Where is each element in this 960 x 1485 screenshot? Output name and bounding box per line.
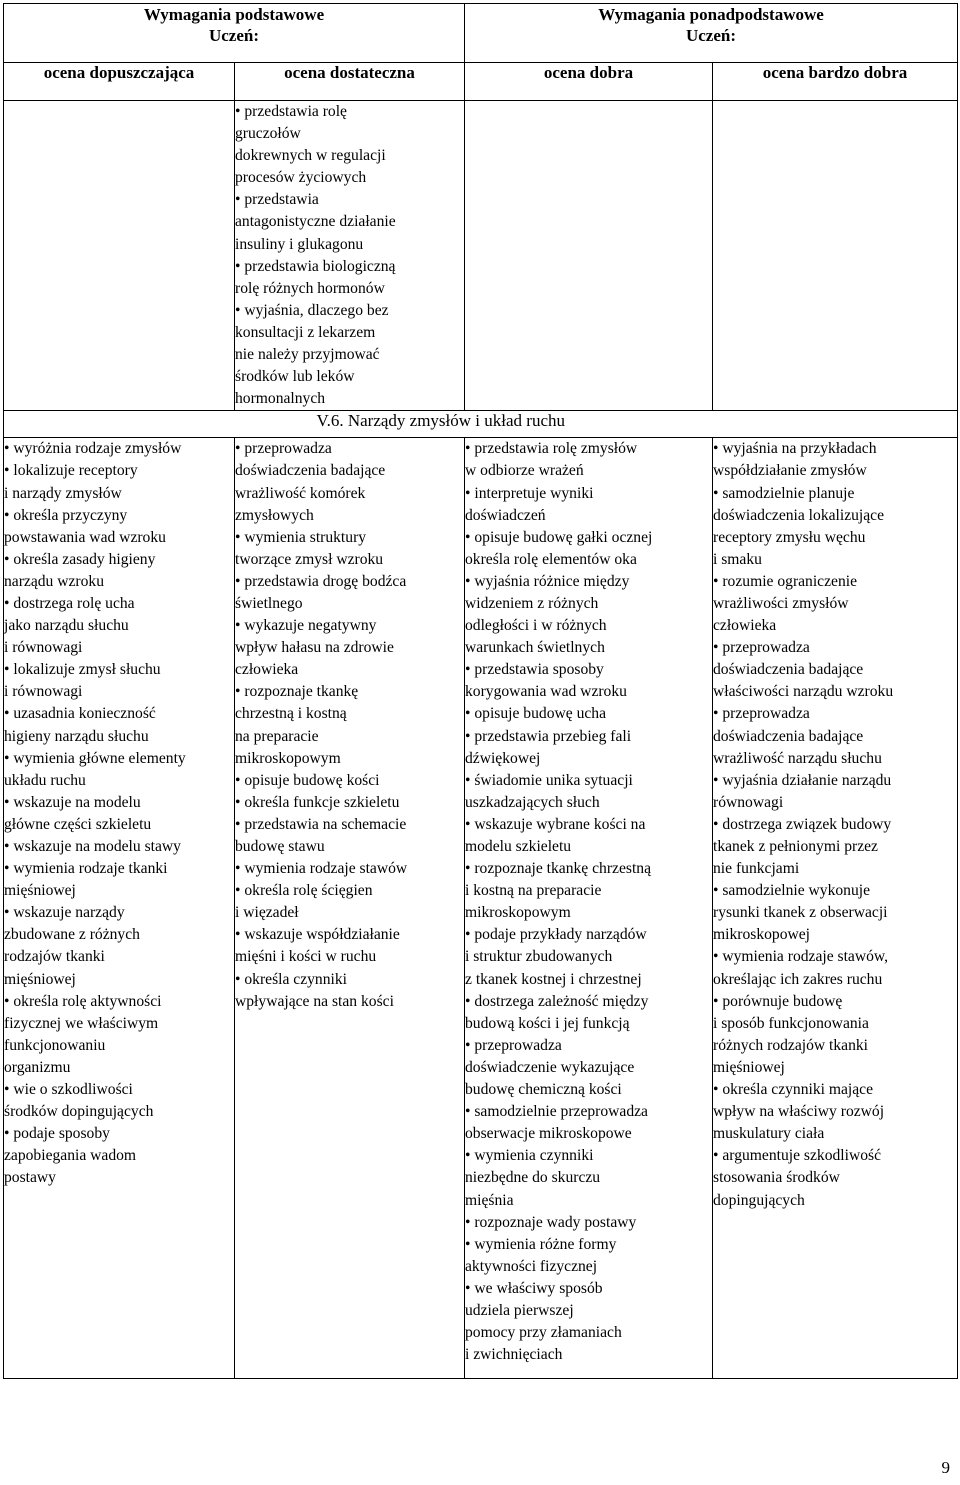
requirement-line: określając ich zakres ruchu <box>713 970 883 988</box>
requirement-line: • samodzielnie wykonuje <box>713 882 871 900</box>
senses-col4 <box>713 438 958 1379</box>
page-number: 9 <box>941 1458 950 1477</box>
requirement-line: • wyróżnia rodzaje zmysłów <box>4 440 182 458</box>
hormones-col4 <box>713 101 958 411</box>
requirement-line: udziela pierwszej <box>465 1301 574 1319</box>
requirement-line: postawy <box>4 1169 56 1187</box>
requirement-line: • przedstawia <box>235 191 319 209</box>
requirement-line: odległości i w różnych <box>465 617 607 635</box>
requirement-line: powstawania wad wzroku <box>4 528 166 546</box>
basic-requirements-header <box>4 4 465 63</box>
requirement-line: • określa rolę ścięgien <box>235 882 373 900</box>
requirement-line: środków dopingujących <box>4 1103 154 1121</box>
requirement-line: • wie o szkodliwości <box>4 1081 133 1099</box>
section-title-left-blank <box>4 411 235 438</box>
requirement-line: i smaku <box>713 550 762 568</box>
requirement-line: mikroskopowym <box>465 904 571 922</box>
requirement-line: • przedstawia drogę bodźca <box>235 572 407 590</box>
requirement-line: • opisuje budowę gałki ocznej <box>465 528 653 546</box>
advanced-requirements-title: Wymagania ponadpodstawowe <box>598 5 824 24</box>
requirement-line: rolę różnych hormonów <box>235 279 385 297</box>
header-row <box>4 4 958 63</box>
requirement-line: • we właściwy sposób <box>465 1279 603 1297</box>
requirement-line: zmysłowych <box>235 506 314 524</box>
requirement-line: • samodzielnie planuje <box>713 484 855 502</box>
requirement-line: z tkanek kostnej i chrzestnej <box>465 970 642 988</box>
requirement-line: zbudowane z różnych <box>4 926 140 944</box>
advanced-requirements-header <box>465 4 958 63</box>
hormones-col1 <box>4 101 235 411</box>
requirement-line: • argumentuje szkodliwość <box>713 1147 882 1165</box>
grade-levels-row <box>4 63 958 101</box>
requirement-line: • przeprowadza <box>465 1036 562 1054</box>
requirement-line: widzeniem z różnych <box>465 594 599 612</box>
requirement-line: wpływ hałasu na zdrowie <box>235 639 394 657</box>
requirement-line: • określa czynniki <box>235 970 347 988</box>
senses-col3 <box>465 438 713 1379</box>
requirement-line: • wymienia struktury <box>235 528 367 546</box>
requirement-line: • wykazuje negatywny <box>235 617 377 635</box>
advanced-requirements-sub: Uczeń: <box>685 26 737 45</box>
requirement-line: dopingujących <box>713 1191 805 1209</box>
requirement-line: • wymienia różne formy <box>465 1235 617 1253</box>
requirement-line: korygowania wad wzroku <box>465 683 627 701</box>
requirement-line: nie należy przyjmować <box>235 346 380 364</box>
requirement-line: jako narządu słuchu <box>4 617 129 635</box>
requirement-line: hormonalnych <box>235 390 326 408</box>
requirement-line: • wskazuje na modelu stawy <box>4 838 181 855</box>
basic-requirements-title: Wymagania podstawowe <box>143 5 325 24</box>
requirements-table <box>3 3 958 1379</box>
requirement-line: • rozpoznaje tkankę <box>235 683 359 701</box>
requirement-line: • przedstawia przebieg fali <box>465 727 632 745</box>
requirement-line: tworzące zmysł wzroku <box>235 550 384 568</box>
requirement-line: doświadczenia badające <box>713 727 864 745</box>
requirement-line: doświadczenia badające <box>235 462 386 480</box>
requirement-line: wrażliwości zmysłów <box>713 594 849 612</box>
senses-col1 <box>4 438 235 1379</box>
requirement-line: • podaje sposoby <box>4 1125 110 1143</box>
grade-level-header: ocena dopuszczająca <box>4 63 235 101</box>
requirement-line: funkcjonowaniu <box>4 1036 106 1054</box>
requirement-line: w odbiorze wrażeń <box>465 462 584 480</box>
requirement-line: • określa zasady higieny <box>4 550 156 568</box>
requirement-line: doświadczenie wykazujące <box>465 1058 635 1076</box>
requirement-line: tkanek z pełnionymi przez <box>713 838 878 855</box>
requirement-line: • określa funkcje szkieletu <box>235 793 400 811</box>
grade-level-header: ocena dobra <box>465 63 713 101</box>
requirement-line: • przeprowadza <box>713 705 810 723</box>
requirement-line: świetlnego <box>235 594 303 612</box>
requirement-line: • wyjaśnia działanie narządu <box>713 771 892 789</box>
requirement-line: gruczołów <box>235 125 301 143</box>
requirement-line: • przedstawia biologiczną <box>235 257 396 275</box>
requirement-line: i sposób funkcjonowania <box>713 1014 869 1032</box>
requirement-line: procesów życiowych <box>235 169 367 187</box>
requirement-line: mięśnia <box>465 1191 514 1209</box>
senses-row <box>4 438 958 1379</box>
requirement-line: • przeprowadza <box>235 440 332 458</box>
requirement-line: modelu szkieletu <box>465 838 572 855</box>
requirement-line: • dostrzega związek budowy <box>713 815 892 833</box>
requirement-line: • opisuje budowę ucha <box>465 705 607 723</box>
requirement-line: i więzadeł <box>235 904 299 922</box>
requirement-line: budowę stawu <box>235 838 325 855</box>
requirement-line: konsultacji z lekarzem <box>235 323 376 341</box>
requirement-line: • wskazuje współdziałanie <box>235 926 400 944</box>
requirement-line: • wymienia główne elementy <box>4 749 186 767</box>
requirement-line: stosowania środków <box>713 1169 840 1187</box>
requirement-line: higieny narządu słuchu <box>4 727 149 745</box>
requirement-line: wpływające na stan kości <box>235 992 394 1010</box>
requirement-line: muskulatury ciała <box>713 1125 825 1143</box>
requirement-line: na preparacie <box>235 727 319 745</box>
section-title <box>235 411 958 438</box>
requirement-line: mięśni i kości w ruchu <box>235 948 377 966</box>
hormones-row <box>4 101 958 411</box>
hormones-col2 <box>235 101 465 411</box>
requirement-line: • porównuje budowę <box>713 992 843 1010</box>
requirement-line: • dostrzega zależność między <box>465 992 649 1010</box>
requirement-line: wpływ na właściwy rozwój <box>713 1103 885 1121</box>
requirement-line: wrażliwość narządu słuchu <box>713 749 882 767</box>
requirement-line: układu ruchu <box>4 771 86 789</box>
requirement-line: i zwichnięciach <box>465 1346 563 1364</box>
requirement-line: zapobiegania wadom <box>4 1147 137 1165</box>
requirement-line: i równowagi <box>4 683 83 701</box>
requirement-line: różnych rodzajów tkanki <box>713 1036 869 1054</box>
requirement-line: • przedstawia sposoby <box>465 661 604 679</box>
requirement-line: określa rolę elementów oka <box>465 550 637 568</box>
requirement-line: insuliny i glukagonu <box>235 235 364 253</box>
section-title-row <box>4 411 958 438</box>
requirement-line: nie funkcjami <box>713 860 800 878</box>
requirement-line: receptory zmysłu węchu <box>713 528 866 546</box>
requirement-line: • wymienia rodzaje tkanki <box>4 860 168 878</box>
requirement-line: i kostną na preparacie <box>465 882 602 900</box>
requirement-line: • określa przyczyny <box>4 506 128 524</box>
requirement-line: organizmu <box>4 1058 71 1076</box>
requirement-line: budowę chemiczną kości <box>465 1081 622 1099</box>
requirement-line: pomocy przy złamaniach <box>465 1324 622 1342</box>
requirement-line: • dostrzega rolę ucha <box>4 594 135 612</box>
requirement-line: warunkach świetlnych <box>465 639 605 657</box>
requirement-line: • opisuje budowę kości <box>235 771 380 789</box>
requirement-line: i równowagi <box>4 639 83 657</box>
requirement-line: • wymienia rodzaje stawów, <box>713 948 889 966</box>
requirement-line: • wymienia czynniki <box>465 1147 594 1165</box>
requirement-line: • rozpoznaje tkankę chrzestną <box>465 860 651 878</box>
requirement-line: uszkadzających słuch <box>465 793 600 811</box>
basic-requirements-sub: Uczeń: <box>208 26 260 45</box>
requirement-line: • rozumie ograniczenie <box>713 572 857 590</box>
senses-col2 <box>235 438 465 1379</box>
requirement-line: • przedstawia rolę <box>235 103 347 120</box>
requirement-line: • lokalizuje zmysł słuchu <box>4 661 161 679</box>
requirement-line: • lokalizuje receptory <box>4 462 138 480</box>
requirement-line: • podaje przykłady narządów <box>465 926 647 944</box>
requirement-line: mięśniowej <box>4 970 76 988</box>
requirement-line: współdziałanie zmysłów <box>713 462 867 480</box>
requirement-line: budową kości i jej funkcją <box>465 1014 630 1032</box>
requirement-line: antagonistyczne działanie <box>235 213 396 231</box>
requirement-line: obserwacje mikroskopowe <box>465 1125 632 1143</box>
requirement-line: narządu wzroku <box>4 572 105 590</box>
requirement-line: aktywności fizycznej <box>465 1257 598 1275</box>
section-title-text: V.6. Narządy zmysłów i układ ruchu <box>316 411 565 431</box>
requirement-line: mięśniowej <box>4 882 76 900</box>
requirement-line: doświadczenia lokalizujące <box>713 506 885 524</box>
requirement-line: • wskazuje na modelu <box>4 793 141 811</box>
requirement-line: dźwiękowej <box>465 749 541 767</box>
requirement-line: fizycznej we właściwym <box>4 1014 159 1032</box>
requirement-line: mikroskopowej <box>713 926 811 944</box>
requirement-line: • samodzielnie przeprowadza <box>465 1103 648 1121</box>
requirement-line: • świadomie unika sytuacji <box>465 771 633 789</box>
requirement-line: • wymienia rodzaje stawów <box>235 860 408 878</box>
requirement-line: mięśniowej <box>713 1058 785 1076</box>
requirement-line: niezbędne do skurczu <box>465 1169 601 1187</box>
requirement-line: chrzestną i kostną <box>235 705 347 723</box>
requirement-line: rodzajów tkanki <box>4 948 105 966</box>
requirement-line: • przedstawia na schemacie <box>235 815 407 833</box>
requirement-line: i struktur zbudowanych <box>465 948 613 966</box>
requirement-line: • wyjaśnia, dlaczego bez <box>235 301 389 319</box>
requirement-line: człowieka <box>235 661 299 679</box>
grade-level-header: ocena bardzo dobra <box>713 63 958 101</box>
requirement-line: właściwości narządu wzroku <box>713 683 894 701</box>
requirement-line: • określa rolę aktywności <box>4 992 162 1010</box>
requirement-line: równowagi <box>713 793 784 811</box>
requirement-line: • wyjaśnia różnice między <box>465 572 630 590</box>
requirement-line: środków lub leków <box>235 368 355 386</box>
requirement-line: główne części szkieletu <box>4 815 152 833</box>
hormones-col3 <box>465 101 713 411</box>
requirement-line: wrażliwość komórek <box>235 484 366 502</box>
requirement-line: doświadczeń <box>465 506 546 524</box>
requirement-line: mikroskopowym <box>235 749 341 767</box>
requirement-line: • wyjaśnia na przykładach <box>713 440 877 458</box>
requirement-line: dokrewnych w regulacji <box>235 147 386 165</box>
requirement-line: rysunki tkanek z obserwacji <box>713 904 888 922</box>
requirement-line: • interpretuje wyniki <box>465 484 594 502</box>
requirement-line: człowieka <box>713 617 777 635</box>
requirement-line: • wskazuje wybrane kości na <box>465 815 646 833</box>
requirement-line: i narządy zmysłów <box>4 484 122 502</box>
requirement-line: • wskazuje narządy <box>4 904 125 922</box>
requirement-line: • uzasadnia konieczność <box>4 705 156 723</box>
requirement-line: • rozpoznaje wady postawy <box>465 1213 637 1231</box>
grade-level-header: ocena dostateczna <box>235 63 465 101</box>
requirement-line: • określa czynniki mające <box>713 1081 874 1099</box>
requirement-line: • przeprowadza <box>713 639 810 657</box>
requirement-line: doświadczenia badające <box>713 661 864 679</box>
requirement-line: • przedstawia rolę zmysłów <box>465 440 638 458</box>
